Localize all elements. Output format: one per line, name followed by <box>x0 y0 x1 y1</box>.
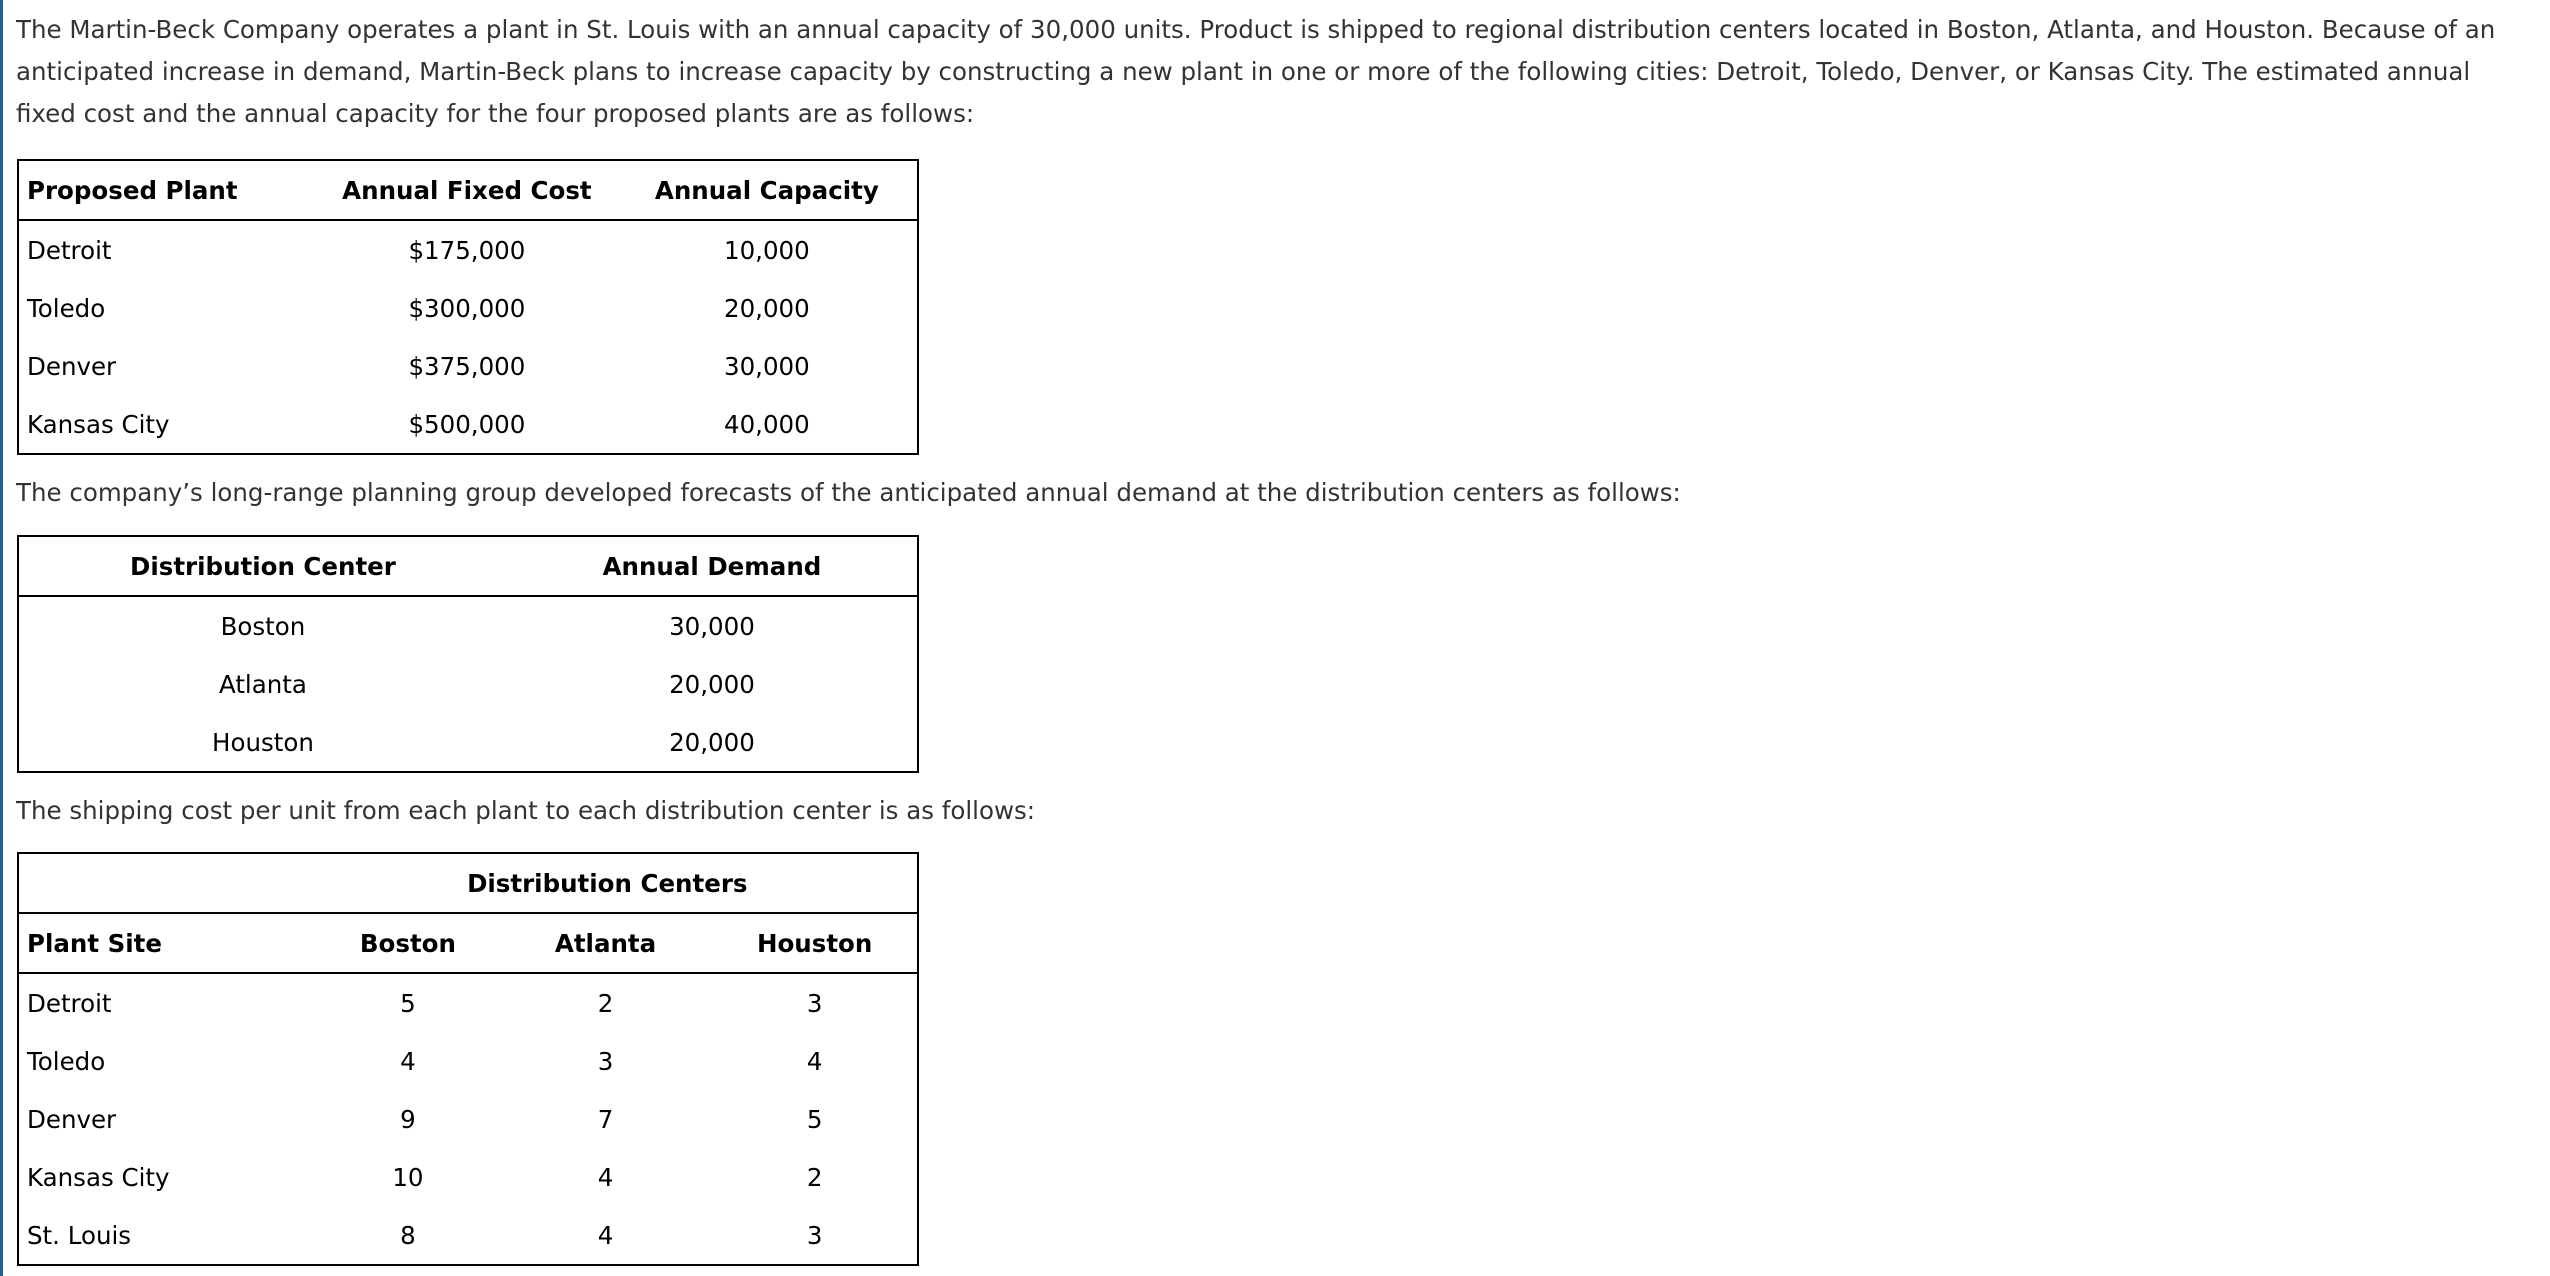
left-border-rule <box>0 0 3 1276</box>
demand-cell: 20,000 <box>669 727 755 757</box>
cost-cell: 3 <box>597 1046 614 1076</box>
column-header: Boston <box>317 913 499 973</box>
shipping-paragraph: The shipping cost per unit from each plant to each distribution center is as follows: <box>16 796 1036 825</box>
plant-site-cell: Toledo <box>27 1046 106 1076</box>
cost-cell: 9 <box>400 1104 416 1134</box>
center-name-cell: Houston <box>212 727 314 757</box>
distribution-centers-group-header: Distribution Centers <box>317 853 918 913</box>
cost-cell: 2 <box>597 988 614 1018</box>
capacity-cell: 30,000 <box>723 351 810 381</box>
table-row <box>18 220 918 279</box>
cost-cell: 2 <box>806 1162 823 1192</box>
table-row <box>18 395 918 454</box>
table-row <box>18 973 918 1032</box>
table-header-row <box>18 913 918 973</box>
group-header-row <box>18 853 918 913</box>
cost-cell: 4 <box>597 1220 614 1250</box>
column-header: Houston <box>712 913 918 973</box>
cost-cell: 7 <box>597 1104 614 1134</box>
cost-cell: 10 <box>392 1162 424 1192</box>
table-row <box>18 279 918 337</box>
column-header: Proposed Plant <box>18 160 317 220</box>
table-row <box>18 1090 918 1148</box>
cost-cell: 5 <box>400 988 416 1018</box>
plant-name-cell: Toledo <box>27 293 106 323</box>
demand-paragraph: The company’s long-range planning group developed forecasts of the anticipated annual demand at the distribution centers as follows: <box>16 478 1681 507</box>
demand-cell: 20,000 <box>669 669 755 699</box>
cost-cell: 3 <box>806 988 823 1018</box>
plant-name-cell: Detroit <box>27 235 112 265</box>
cost-cell: 4 <box>400 1046 416 1076</box>
table-row <box>18 337 918 395</box>
cost-cell: 8 <box>400 1220 416 1250</box>
cost-cell: 4 <box>597 1162 614 1192</box>
cost-cell: 5 <box>806 1104 823 1134</box>
table-row <box>18 1148 918 1206</box>
column-header: Annual Capacity <box>617 160 918 220</box>
table-row <box>18 596 918 655</box>
proposed-plants-table <box>17 159 919 455</box>
column-header: Distribution Center <box>18 536 507 596</box>
fixed-cost-cell: $375,000 <box>408 351 526 381</box>
plant-site-cell: St. Louis <box>27 1220 132 1250</box>
plant-site-cell: Denver <box>27 1104 117 1134</box>
cost-cell: 3 <box>806 1220 823 1250</box>
cost-cell: 4 <box>806 1046 823 1076</box>
column-header: Annual Demand <box>507 536 918 596</box>
empty-header-cell <box>18 853 317 913</box>
capacity-cell: 40,000 <box>723 409 810 439</box>
table-row <box>18 1206 918 1265</box>
demand-cell: 30,000 <box>669 611 755 641</box>
plant-name-cell: Kansas City <box>27 409 170 439</box>
center-name-cell: Atlanta <box>219 669 307 699</box>
plant-name-cell: Denver <box>27 351 117 381</box>
table-row <box>18 655 918 713</box>
fixed-cost-cell: $175,000 <box>408 235 526 265</box>
distribution-demand-table <box>17 535 919 773</box>
plant-site-cell: Detroit <box>27 988 112 1018</box>
intro-paragraph: The Martin-Beck Company operates a plant in St. Louis with an annual capacity of 30,000 units. Product is shipped to regional distribution centers located in Boston, Atlanta, and Houston. Because of an anticipated increase in demand, Martin-Beck plans to increase capacity by constructing a new plant in one or more of the following cities: Detroit, Toledo, Denver, or Kansas City. The estimated annual fixed cost and the annual capacity for the four proposed plants are as follows: <box>16 15 2496 128</box>
column-header: Annual Fixed Cost <box>317 160 617 220</box>
table-header-row <box>18 160 918 220</box>
column-header: Plant Site <box>18 913 317 973</box>
capacity-cell: 20,000 <box>723 293 810 323</box>
fixed-cost-cell: $300,000 <box>408 293 526 323</box>
column-header: Atlanta <box>499 913 713 973</box>
table-row <box>18 1032 918 1090</box>
table-header-row <box>18 536 918 596</box>
table-row <box>18 713 918 772</box>
plant-site-cell: Kansas City <box>27 1162 170 1192</box>
shipping-cost-table <box>17 852 919 1266</box>
center-name-cell: Boston <box>220 611 306 641</box>
fixed-cost-cell: $500,000 <box>408 409 526 439</box>
capacity-cell: 10,000 <box>723 235 810 265</box>
